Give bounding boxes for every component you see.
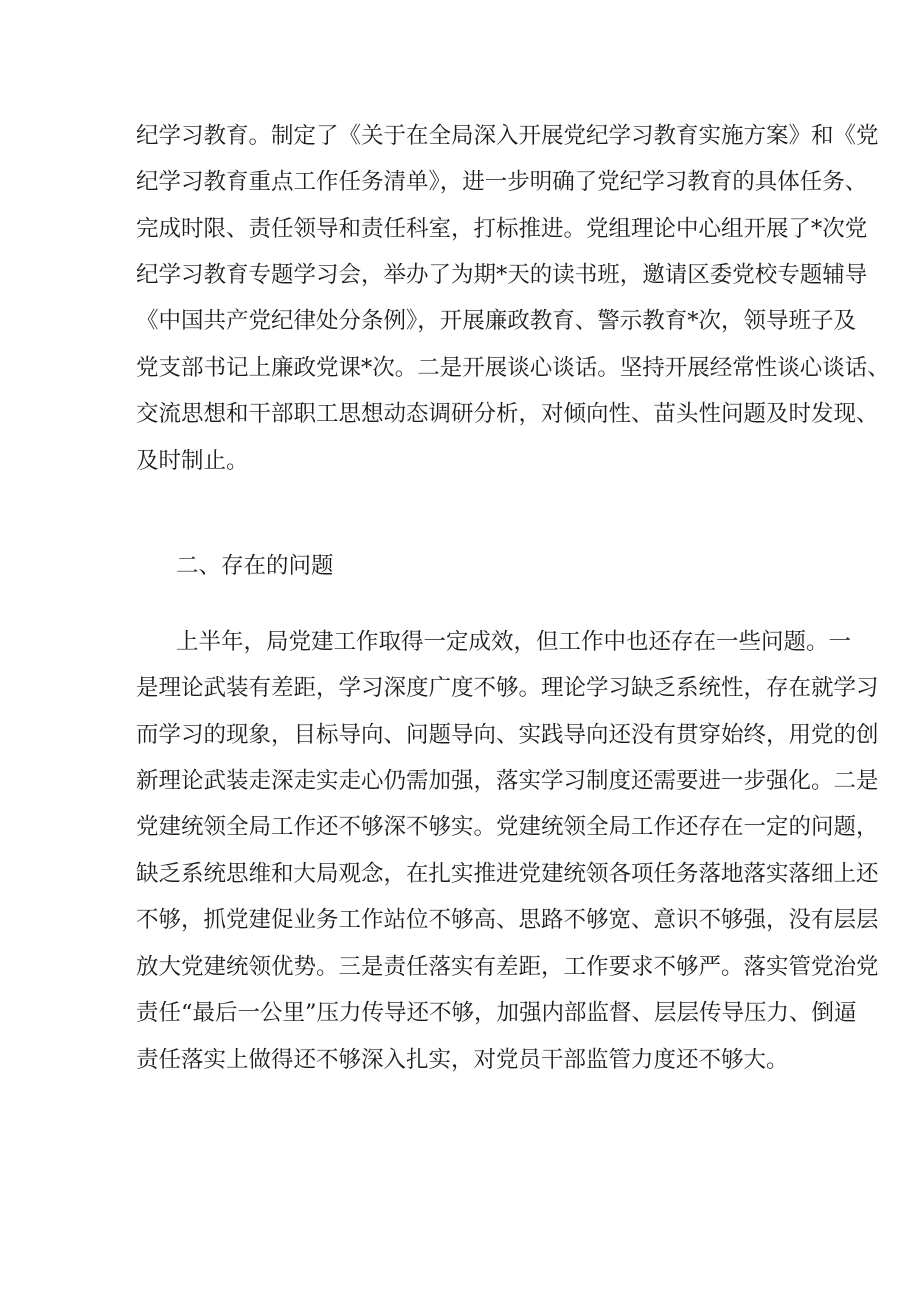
paragraph-2-line: 责任“最后一公里”压力传导还不够，加强内部监督、层层传导压力、倒逼 [136,1000,857,1026]
paragraph-2-line: 不够，抓党建促业务工作站位不够高、思路不够宽、意识不够强，没有层层 [136,907,879,933]
paragraph-1-line: 纪学习教育专题学习会，举办了为期*天的读书班，邀请区委党校专题辅导 [136,262,868,288]
paragraph-2-line: 上半年，局党建工作取得一定成效，但工作中也还存在一些问题。一 [176,629,852,655]
paragraph-1-line: 党支部书记上廉政党课*次。二是开展谈心谈话。坚持开展经常性谈心谈话、 [136,355,890,381]
paragraph-2-line: 放大党建统领优势。三是责任落实有差距，工作要求不够严。落实管党治党 [136,954,879,980]
paragraph-2-line: 责任落实上做得还不够深入扎实，对党员干部监管力度还不够大。 [136,1047,789,1073]
paragraph-1-line: 及时制止。 [136,448,249,474]
paragraph-2-line: 缺乏系统思维和大局观念，在扎实推进党建统领各项任务落地落实落细上还 [136,861,879,887]
paragraph-2-line: 党建统领全局工作还不够深不够实。党建统领全局工作还存在一定的问题， [136,814,879,840]
paragraph-1-line: 纪学习教育。制定了《关于在全局深入开展党纪学习教育实施方案》和《党 [136,123,879,149]
paragraph-2-line: 新理论武装走深走实走心仍需加强，落实学习制度还需要进一步强化。二是 [136,768,879,794]
paragraph-1-line: 纪学习教育重点工作任务清单》，进一步明确了党纪学习教育的具体任务、 [136,169,868,195]
paragraph-1-line: 《中国共产党纪律处分条例》，开展廉政教育、警示教育*次，领导班子及 [136,308,857,334]
paragraph-1-line: 交流思想和干部职工思想动态调研分析，对倾向性、苗头性问题及时发现、 [136,401,879,427]
section-heading: 二、存在的问题 [176,553,334,579]
paragraph-2-line: 是理论武装有差距，学习深度广度不够。理论学习缺乏系统性，存在就学习 [136,675,879,701]
paragraph-2-line: 而学习的现象，目标导向、问题导向、实践导向还没有贯穿始终，用党的创 [136,722,879,748]
paragraph-1-line: 完成时限、责任领导和责任科室，打标推进。党组理论中心组开展了*次党 [136,216,868,242]
